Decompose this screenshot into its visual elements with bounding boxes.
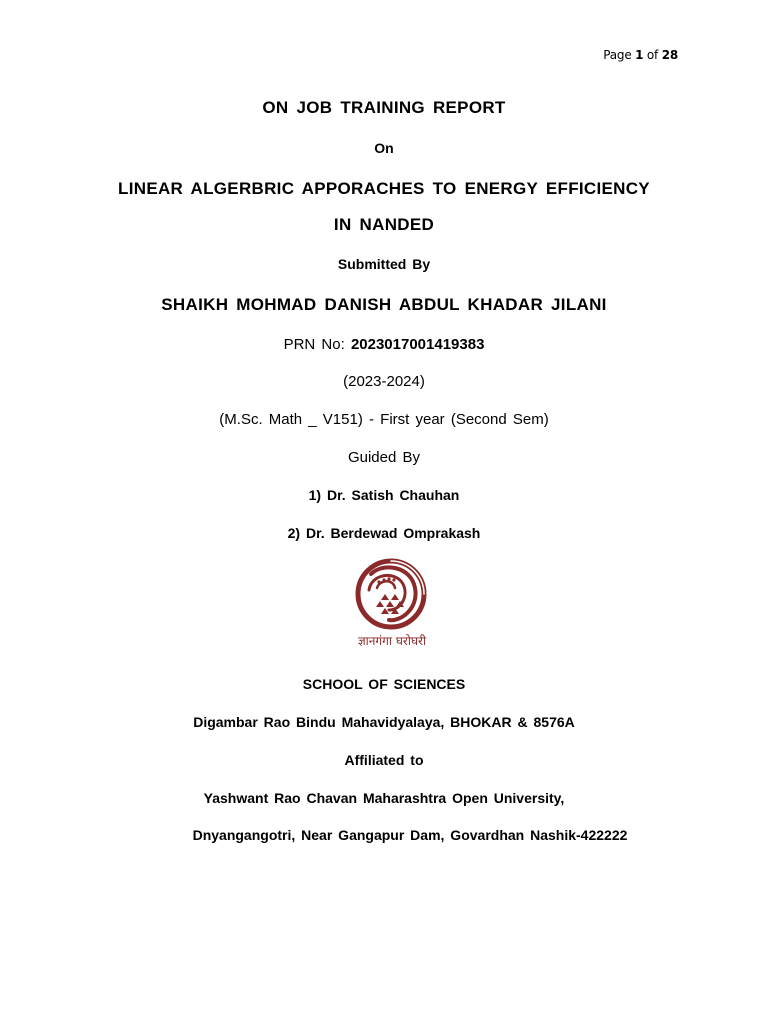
page-number xyxy=(0,48,678,62)
guide-1: 1) Dr. Satish Chauhan xyxy=(308,487,460,503)
affiliated-label: Affiliated to xyxy=(344,752,424,768)
submitted-by-label: Submitted By xyxy=(337,256,431,272)
topic-line-1: LINEAR ALGERBRIC APPORACHES TO ENERGY EFFICIENCY xyxy=(118,179,650,198)
program: (M.Sc. Math _ V151) - First year (Second Sem) xyxy=(219,411,549,428)
academic-year: (2023-2024) xyxy=(343,373,425,390)
page-of: of xyxy=(643,48,662,62)
guided-by-label: Guided By xyxy=(347,449,421,466)
report-type-heading: ON JOB TRAINING REPORT xyxy=(262,98,506,117)
prn-label: PRN No: xyxy=(283,336,351,353)
college-name: Digambar Rao Bindu Mahavidyalaya, BHOKAR & 8576A xyxy=(193,714,575,730)
guide-2: 2) Dr. Berdewad Omprakash xyxy=(287,525,481,541)
university-name: Yashwant Rao Chavan Maharashtra Open University, xyxy=(203,790,565,806)
page-total: 28 xyxy=(661,48,678,62)
prn-line xyxy=(0,336,768,353)
student-name: SHAIKH MOHMAD DANISH ABDUL KHADAR JILANI xyxy=(161,295,607,314)
page-current: 1 xyxy=(635,48,644,62)
page-prefix: Page xyxy=(603,48,636,62)
logo-caption: ज्ञानगंगा घरोघरी xyxy=(357,634,427,648)
logo-emblem xyxy=(349,556,435,632)
university-logo xyxy=(349,556,435,656)
topic-line-2: IN NANDED xyxy=(333,215,435,234)
prn-value: 2023017001419383 xyxy=(350,336,485,353)
school-name: SCHOOL OF SCIENCES xyxy=(302,676,466,692)
on-label: On xyxy=(374,140,394,156)
university-address: Dnyangangotri, Near Gangapur Dam, Govardhan Nashik-422222 xyxy=(192,827,628,843)
